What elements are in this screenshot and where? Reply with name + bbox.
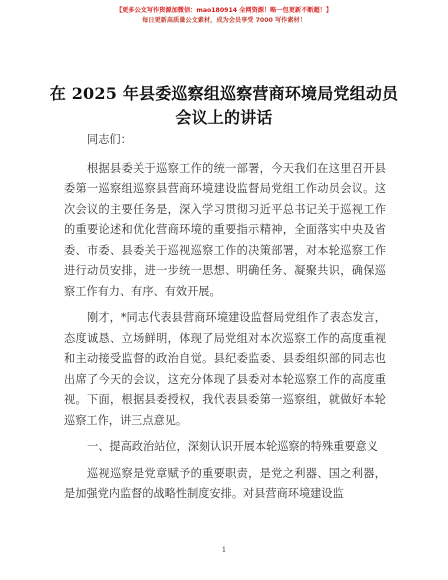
section-heading-1: 一、提高政治站位，深刻认识开展本轮巡察的特殊重要意义	[87, 440, 378, 453]
paragraph-2: 刚才，*同志代表县营商环境建设监督局党组作了表态发言，态度诚恳、立场鲜明，体现了局党组对本次巡察工作的高度重视和主动接受监督的政治自觉。县纪委监委、县委组织部的同志也出席了今天的会议，这充分体现了县委对本轮巡察工作的高度重视。下面，根据县委授权，我代表县委第一巡察组，就做好本轮巡察工作，讲三点意见。	[64, 311, 386, 427]
paragraph-3: 巡视巡察是党章赋予的重要职责，是党之利器、国之利器，是加强党内监督的战略性制度安排。对县营商环境建设监	[64, 466, 386, 500]
title-line-1: 在 2025 年县委巡察组巡察营商环境局党组动员	[49, 84, 399, 103]
paragraph-1: 根据县委关于巡察工作的统一部署，今天我们在这里召开县委第一巡察组巡察县营商环境建设监督局党组工作动员会议。这次会议的主要任务是，深入学习贯彻习近平总书记关于巡视工作的重要论述和优化营商环境的重要指示精神，全面落实中央及省委、市委、县委关于巡视巡察工作的决策部署，对本轮巡察工作进行动员安排，进一步统一思想、明确任务、凝聚共识，确保巡察工作有力、有序、有效开展。	[64, 161, 386, 298]
page-number: 1	[221, 546, 227, 554]
header-banner	[0, 6, 448, 26]
banner-line-1: 【更多公文写作资源加微信：mao180914 全网资源！略一包更新不断超！】	[115, 7, 333, 14]
banner-line-2: 每日更新高质量公文素材，成为会员享受 7000 写作素材！	[142, 17, 306, 24]
title-line-2: 会议上的讲话	[175, 108, 273, 127]
document-title	[40, 82, 408, 130]
document-body	[64, 130, 386, 511]
greeting: 同志们：	[87, 133, 132, 146]
